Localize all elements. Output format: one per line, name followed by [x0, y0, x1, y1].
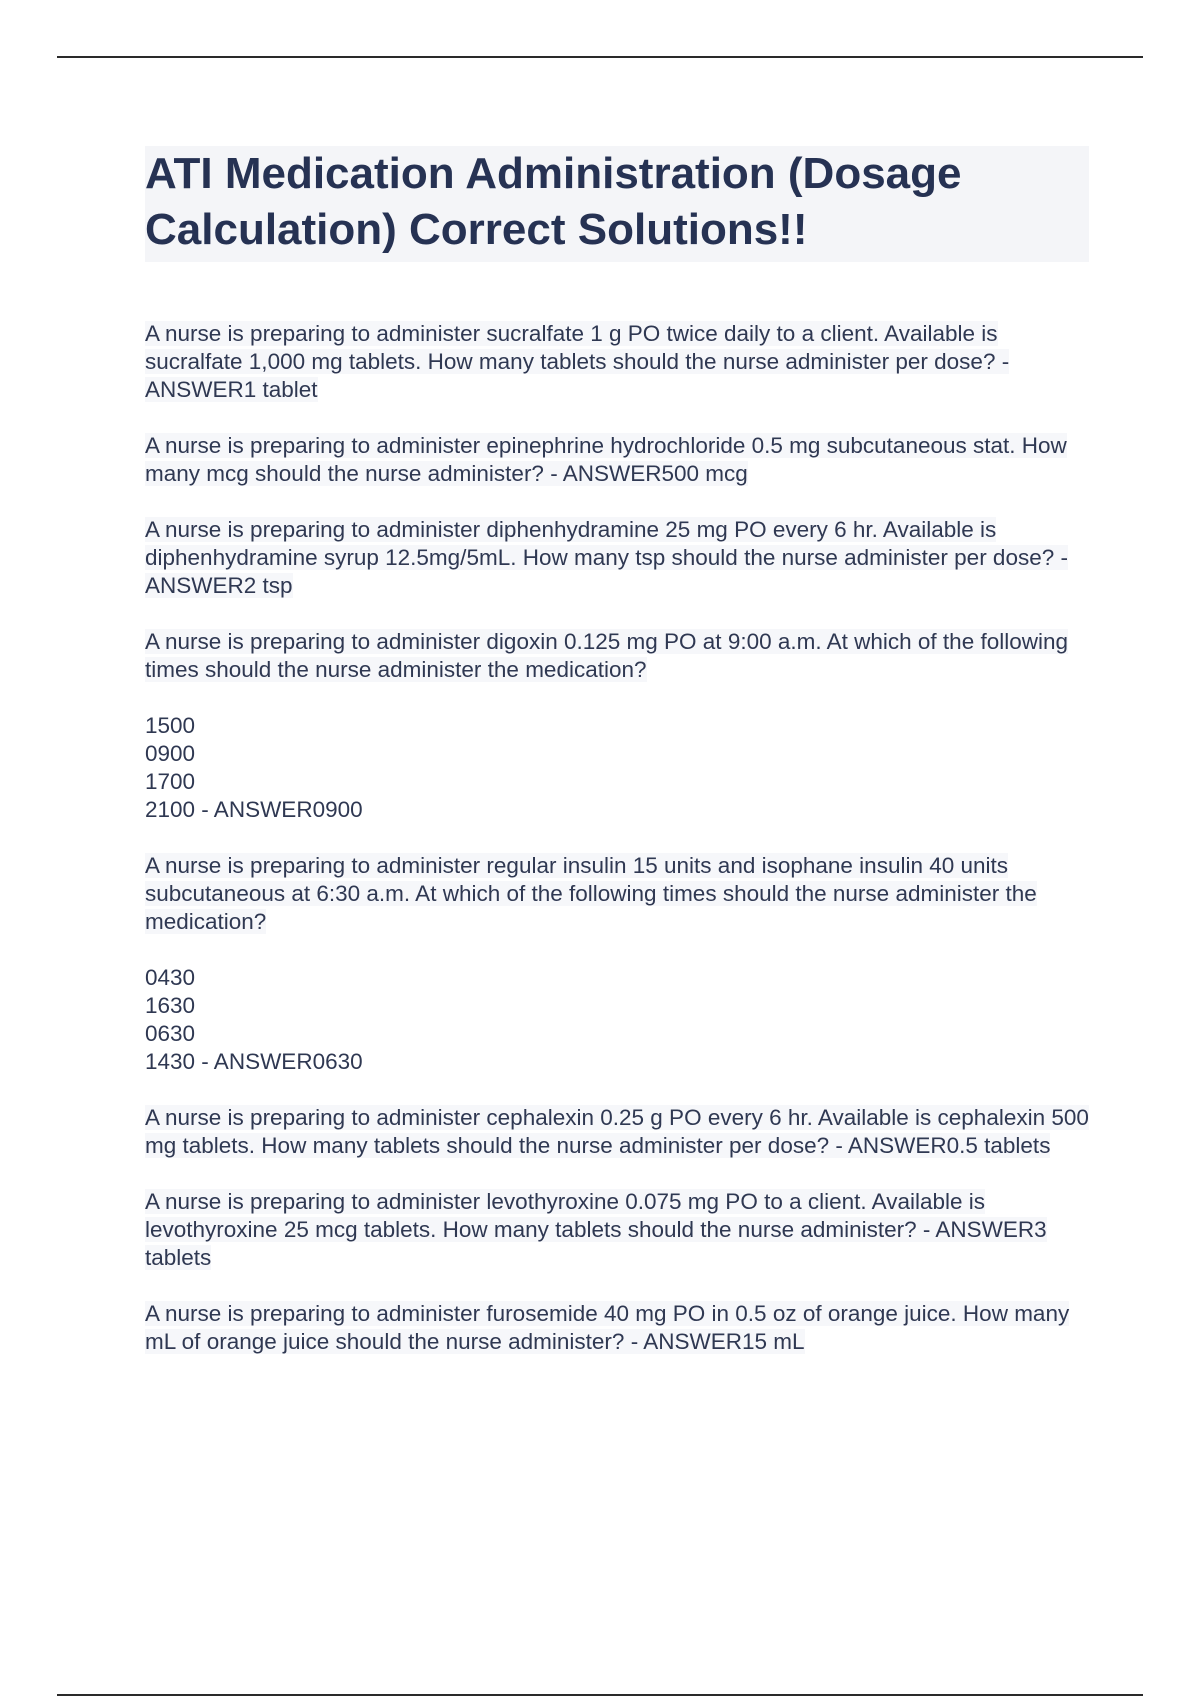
- question-item: [145, 432, 1089, 488]
- question-item: [145, 1104, 1089, 1160]
- page-title: ATI Medication Administration (Dosage Calculation) Correct Solutions!!: [145, 149, 962, 254]
- top-divider: [57, 56, 1143, 58]
- question-text: A nurse is preparing to administer sucralfate 1 g PO twice daily to a client. Available is sucralfate 1,000 mg tablets. How many tablets should the nurse administer per dose? - ANSWER1 tablet: [145, 321, 1010, 402]
- question-item: [145, 516, 1089, 600]
- question-item: [145, 320, 1089, 404]
- option: 1700: [145, 769, 196, 794]
- question-text: A nurse is preparing to administer regular insulin 15 units and isophane insulin 40 units subcutaneous at 6:30 a.m. At which of the following times should the nurse administer the medication?: [145, 853, 1037, 934]
- option: 1500: [145, 713, 196, 738]
- option-list: [145, 712, 1089, 824]
- question-list: [145, 320, 1089, 1356]
- question-item: [145, 852, 1089, 1076]
- title-block: [145, 146, 1089, 262]
- question-text: A nurse is preparing to administer cephalexin 0.25 g PO every 6 hr. Available is cephalexin 500 mg tablets. How many tablets should the nurse administer per dose? - ANSWER0.5 tablets: [145, 1105, 1089, 1158]
- question-text: A nurse is preparing to administer levothyroxine 0.075 mg PO to a client. Available is levothyroxine 25 mcg tablets. How many tablets should the nurse administer? - ANSWER3 tablets: [145, 1189, 1047, 1270]
- option: 0630: [145, 1021, 196, 1046]
- question-text: A nurse is preparing to administer digoxin 0.125 mg PO at 9:00 a.m. At which of the following times should the nurse administer the medication?: [145, 629, 1069, 682]
- question-text: A nurse is preparing to administer epinephrine hydrochloride 0.5 mg subcutaneous stat. How many mcg should the nurse administer? - ANSWER500 mcg: [145, 433, 1067, 486]
- option-with-answer: 1430 - ANSWER0630: [145, 1049, 363, 1074]
- option-list: [145, 964, 1089, 1076]
- question-item: [145, 1188, 1089, 1272]
- option: 0900: [145, 741, 196, 766]
- bottom-divider: [57, 1694, 1143, 1696]
- document-body: [145, 146, 1089, 1384]
- option: 0430: [145, 965, 196, 990]
- question-text: A nurse is preparing to administer furosemide 40 mg PO in 0.5 oz of orange juice. How many mL of orange juice should the nurse administer? - ANSWER15 mL: [145, 1301, 1070, 1354]
- option-with-answer: 2100 - ANSWER0900: [145, 797, 363, 822]
- question-item: [145, 628, 1089, 824]
- option: 1630: [145, 993, 196, 1018]
- question-item: [145, 1300, 1089, 1356]
- question-text: A nurse is preparing to administer diphenhydramine 25 mg PO every 6 hr. Available is diphenhydramine syrup 12.5mg/5mL. How many tsp should the nurse administer per dose? - ANSWER2 tsp: [145, 517, 1068, 598]
